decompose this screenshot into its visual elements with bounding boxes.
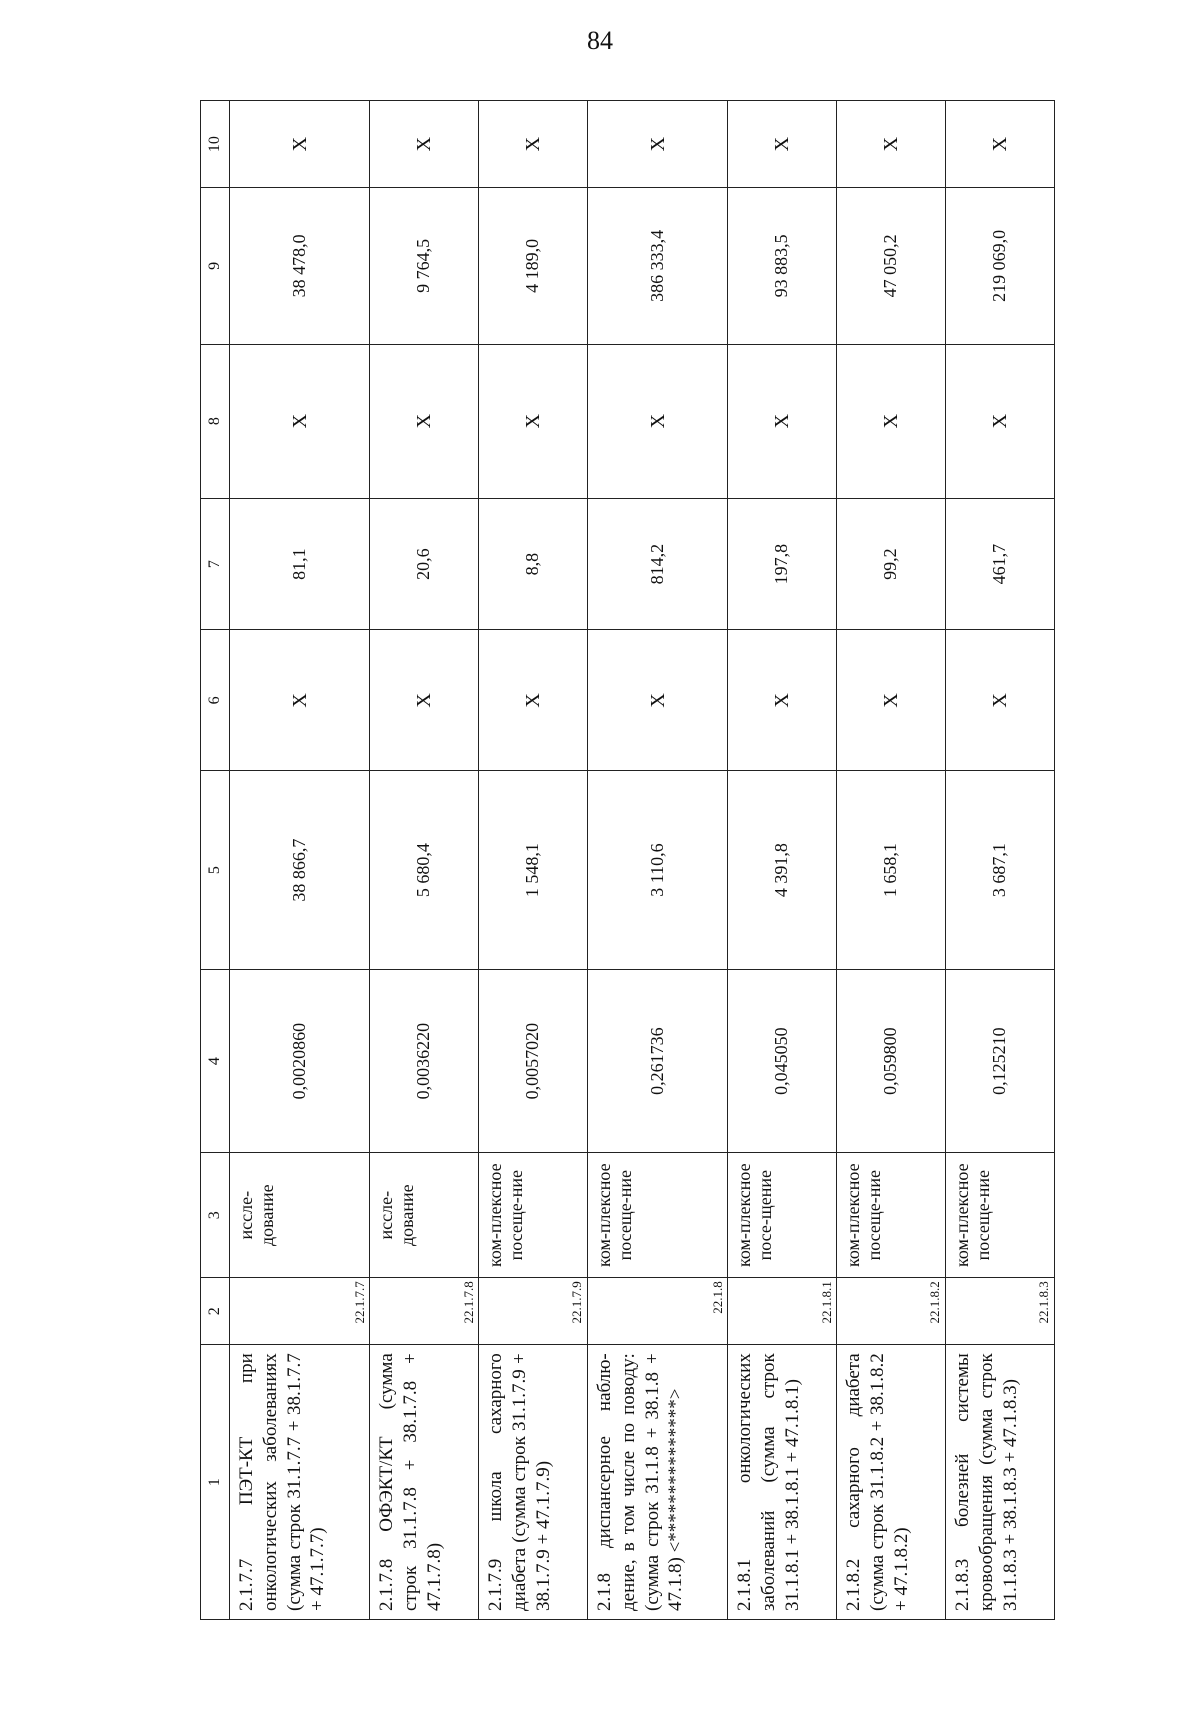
row-value-col8: Х: [837, 344, 946, 498]
row-value-col8: Х: [370, 344, 479, 498]
row-value-col5: 1 658,1: [837, 771, 946, 970]
row-value-col4: 0,125210: [946, 969, 1055, 1152]
row-value-col8: Х: [230, 344, 370, 498]
column-number-row: [201, 101, 230, 1620]
row-value-col5: 4 391,8: [728, 771, 837, 970]
row-value-col4: 0,0057020: [479, 969, 588, 1152]
row-name-cell: 2.1.7.7 ПЭТ-КТ при онкологических заболеваниях (сумма строк 31.1.7.7 + 38.1.7.7 + 47.1.7.7): [230, 1345, 370, 1620]
row-value-col8: Х: [946, 344, 1055, 498]
row-value-col4: 0,059800: [837, 969, 946, 1152]
row-unit-cell: ком-плексное посеще-ние: [479, 1153, 588, 1278]
row-code-cell: 22.1.8.2: [837, 1278, 946, 1345]
table-row: [837, 101, 946, 1620]
row-value-col6: Х: [588, 630, 728, 771]
table-row: [588, 101, 728, 1620]
row-value-col9: 9 764,5: [370, 188, 479, 344]
row-name-cell: 2.1.7.8 ОФЭКТ/КТ (сумма строк 31.1.7.8 + 38.1.7.8 + 47.1.7.8): [370, 1345, 479, 1620]
row-value-col7: 81,1: [230, 498, 370, 630]
column-header-5: 5: [201, 771, 230, 970]
column-header-10: 10: [201, 101, 230, 188]
row-value-col5: 1 548,1: [479, 771, 588, 970]
row-value-col9: 93 883,5: [728, 188, 837, 344]
column-header-8: 8: [201, 344, 230, 498]
rotated-table-container: [200, 100, 1055, 1620]
row-value-col9: 386 333,4: [588, 188, 728, 344]
row-value-col6: Х: [479, 630, 588, 771]
row-value-col7: 99,2: [837, 498, 946, 630]
table-row: [370, 101, 479, 1620]
page-number: 84: [587, 26, 613, 55]
table-row: [946, 101, 1055, 1620]
row-code-cell: 22.1.7.7: [230, 1278, 370, 1345]
row-code-cell: 22.1.8: [588, 1278, 728, 1345]
row-name-cell: 2.1.8.3 болезней системы кровообращения (сумма строк 31.1.8.3 + 38.1.8.3 + 47.1.8.3): [946, 1345, 1055, 1620]
row-code-cell: 22.1.7.8: [370, 1278, 479, 1345]
row-code-cell: 22.1.8.1: [728, 1278, 837, 1345]
row-value-col7: 197,8: [728, 498, 837, 630]
row-value-col6: Х: [946, 630, 1055, 771]
row-value-col7: 20,6: [370, 498, 479, 630]
row-code-cell: 22.1.8.3: [946, 1278, 1055, 1345]
data-table: [200, 100, 1055, 1620]
row-unit-cell: ком-плексное посеще-ние: [588, 1153, 728, 1278]
row-value-col6: Х: [230, 630, 370, 771]
row-value-col5: 3 687,1: [946, 771, 1055, 970]
row-value-col10: Х: [946, 101, 1055, 188]
row-value-col8: Х: [728, 344, 837, 498]
row-value-col7: 461,7: [946, 498, 1055, 630]
row-name-cell: 2.1.8.1 онкологических заболеваний (сумма строк 31.1.8.1 + 38.1.8.1 + 47.1.8.1): [728, 1345, 837, 1620]
row-value-col10: Х: [728, 101, 837, 188]
row-value-col5: 3 110,6: [588, 771, 728, 970]
row-value-col9: 219 069,0: [946, 188, 1055, 344]
row-value-col9: 4 189,0: [479, 188, 588, 344]
row-name-cell: 2.1.8.2 сахарного диабета (сумма строк 31.1.8.2 + 38.1.8.2 + 47.1.8.2): [837, 1345, 946, 1620]
row-unit-cell: ком-плексное посеще-ние: [946, 1153, 1055, 1278]
table-body: [230, 101, 1055, 1620]
row-value-col5: 38 866,7: [230, 771, 370, 970]
row-value-col8: Х: [479, 344, 588, 498]
column-header-9: 9: [201, 188, 230, 344]
row-value-col6: Х: [837, 630, 946, 771]
row-value-col10: Х: [370, 101, 479, 188]
row-value-col7: 8,8: [479, 498, 588, 630]
row-name-cell: 2.1.8 диспансерное наблю-дение, в том числе по поводу: (сумма строк 31.1.8 + 38.1.8 + 47.1.8) <***************>: [588, 1345, 728, 1620]
row-value-col4: 0,261736: [588, 969, 728, 1152]
column-header-1: 1: [201, 1345, 230, 1620]
row-value-col6: Х: [370, 630, 479, 771]
row-value-col4: 0,0020860: [230, 969, 370, 1152]
row-unit-cell: иссле-дование: [370, 1153, 479, 1278]
row-value-col4: 0,045050: [728, 969, 837, 1152]
column-header-4: 4: [201, 969, 230, 1152]
row-name-cell: 2.1.7.9 школа сахарного диабета (сумма строк 31.1.7.9 + 38.1.7.9 + 47.1.7.9): [479, 1345, 588, 1620]
row-value-col10: Х: [588, 101, 728, 188]
column-header-2: 2: [201, 1278, 230, 1345]
row-unit-cell: ком-плексное посе-щение: [728, 1153, 837, 1278]
column-header-6: 6: [201, 630, 230, 771]
row-value-col10: Х: [837, 101, 946, 188]
row-unit-cell: ком-плексное посеще-ние: [837, 1153, 946, 1278]
column-header-7: 7: [201, 498, 230, 630]
table-row: [230, 101, 370, 1620]
row-value-col7: 814,2: [588, 498, 728, 630]
row-value-col8: Х: [588, 344, 728, 498]
row-value-col6: Х: [728, 630, 837, 771]
row-value-col10: Х: [230, 101, 370, 188]
column-header-3: 3: [201, 1153, 230, 1278]
row-value-col10: Х: [479, 101, 588, 188]
row-value-col4: 0,0036220: [370, 969, 479, 1152]
row-code-cell: 22.1.7.9: [479, 1278, 588, 1345]
row-value-col9: 47 050,2: [837, 188, 946, 344]
row-value-col9: 38 478,0: [230, 188, 370, 344]
row-unit-cell: иссле-дование: [230, 1153, 370, 1278]
table-row: [479, 101, 588, 1620]
table-row: [728, 101, 837, 1620]
row-value-col5: 5 680,4: [370, 771, 479, 970]
